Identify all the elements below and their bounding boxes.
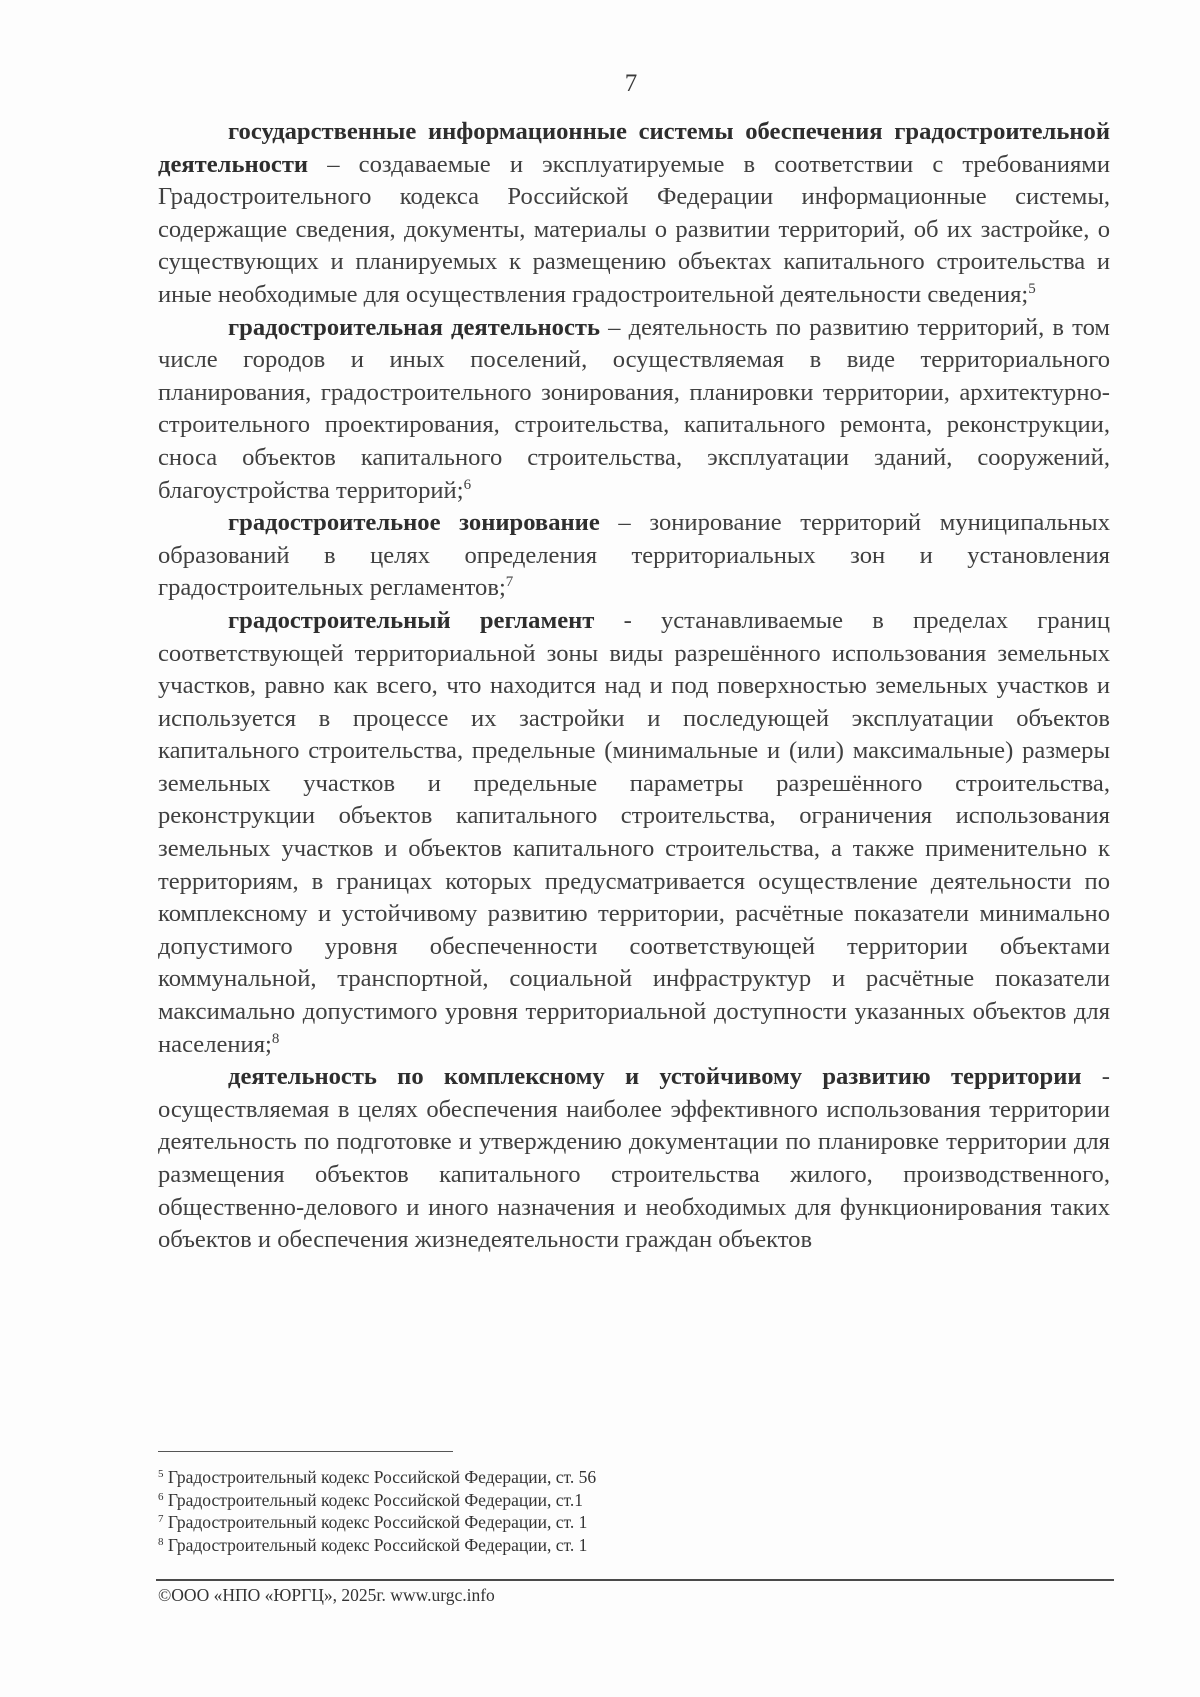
term-urban-zoning: градостроительное зонирование xyxy=(228,509,600,537)
paragraph-urban-planning-activity xyxy=(158,312,1110,508)
footnote-7 xyxy=(158,1511,1058,1534)
footnote-text: Градостроительный кодекс Российской Федерации, ст. 56 xyxy=(163,1467,597,1487)
footnote-ref-5[interactable]: 5 xyxy=(1028,280,1036,297)
footnote-mark: 6 xyxy=(158,1490,164,1503)
term-urban-regulation: градостроительный регламент xyxy=(228,606,595,634)
footnote-mark: 8 xyxy=(158,1535,164,1548)
paragraph-urban-zoning xyxy=(158,507,1110,605)
copyright-notice: ©ООО «НПО «ЮРГЦ», 2025г. www.urgc.info xyxy=(158,1585,495,1605)
paragraph-gisogd xyxy=(158,116,1110,312)
footnotes xyxy=(158,1466,1058,1556)
footnote-5 xyxy=(158,1466,1058,1489)
definition-gisogd: – создаваемые и эксплуатируемые в соответствии с требованиями Градостроительного кодекса Российской Федерации информационные системы, содержащие сведения, документы, материалы о развитии территорий, об их застройке, о существующих и планируемых к размещению объектах капитального строительства и иные необходимые для осуществления градостроительной деятельности сведения; xyxy=(158,150,1110,308)
paragraph-urban-regulation xyxy=(158,605,1110,1061)
page-number: 7 xyxy=(624,70,638,97)
footnote-mark: 7 xyxy=(158,1513,164,1525)
paragraph-complex-development xyxy=(158,1061,1110,1257)
definition-urban-zoning: – зонирование территорий муниципальных образований в целях определения территориальных зон и установления градостроительных регламентов; xyxy=(158,509,1110,602)
footnote-6 xyxy=(158,1489,1058,1512)
footnote-text: Градостроительный кодекс Российской Федерации, ст.1 xyxy=(163,1489,583,1510)
footnote-mark: 5 xyxy=(158,1468,164,1480)
body-text xyxy=(158,116,1110,1257)
footnote-8 xyxy=(158,1534,1058,1557)
term-gisogd: государственные информационные системы обеспечения градостроительной деятельности xyxy=(158,118,1110,178)
term-urban-planning-activity: градостроительная деятельность xyxy=(228,313,600,341)
footer-divider xyxy=(156,1579,1114,1581)
definition-urban-regulation: - устанавливаемые в пределах границ соответствующей территориальной зоны виды разрешённого использования земельных участков, равно как всего, что находится над и под поверхностью земельных участков и используется в процессе их застройки и последующей эксплуатации объектов капитального строительства, предельные (минимальные и (или) максимальные) размеры земельных участков и предельные параметры разрешённого строительства, реконструкции объектов капитального строительства, ограничения использования земельных участков и объектов капитального строительства, а также применительно к территориям, в границах которых предусматривается осуществление деятельности по комплексному и устойчивому развитию территории, расчётные показатели минимально допустимого уровня обеспеченности соответствующей территории объектами коммунальной, транспортной, социальной инфраструктур и расчётные показатели максимально допустимого уровня территориальной доступности указанных объектов для населения; xyxy=(158,606,1110,1058)
definition-urban-planning-activity: – деятельность по развитию территорий, в том числе городов и иных поселений, осуществляемая в виде территориального планирования, градостроительного зонирования, планировки территории, архитектурно-строительного проектирования, строительства, капитального ремонта, реконструкции, сноса объектов капитального строительства, эксплуатации зданий, сооружений, благоустройства территорий; xyxy=(158,313,1110,504)
footnote-ref-8[interactable]: 8 xyxy=(271,1030,280,1047)
footnote-ref-7[interactable]: 7 xyxy=(505,574,514,591)
footnote-divider xyxy=(158,1451,453,1452)
footnote-text: Градостроительный кодекс Российской Федерации, ст. 1 xyxy=(163,1534,588,1555)
definition-complex-development: - осуществляемая в целях обеспечения наиболее эффективного использования территории деятельность по подготовке и утверждению документации по планировке территории для размещения объектов капитального строительства жилого, производственного, общественно-делового и иного назначения и необходимых для функционирования таких объектов и обеспечения жизнедеятельности граждан объектов xyxy=(158,1063,1111,1254)
footnote-text: Градостроительный кодекс Российской Федерации, ст. 1 xyxy=(163,1512,588,1532)
term-complex-development: деятельность по комплексному и устойчивому развитию территории xyxy=(228,1063,1082,1091)
footnote-ref-6[interactable]: 6 xyxy=(463,476,472,493)
